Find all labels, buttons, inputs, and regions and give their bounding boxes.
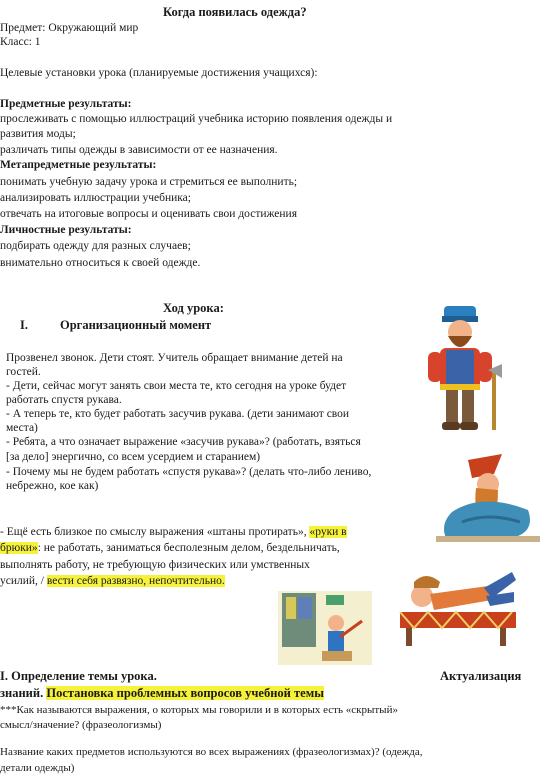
- question-line: ***Как называются выражения, о которых мы говорили и в которых есть «скрытый»: [0, 704, 398, 716]
- personal-results-line: внимательно относиться к своей одежде.: [0, 257, 201, 269]
- meta-results-line: анализировать иллюстрации учебника;: [0, 192, 191, 204]
- highlighted-text: Постановка проблемных вопросов учебной темы: [46, 686, 324, 700]
- lesson-heading: Ход урока:: [163, 301, 224, 315]
- subject-results-heading: Предметные результаты:: [0, 98, 132, 110]
- subject-line: Предмет: Окружающий мир: [0, 22, 139, 34]
- section2-title-right: Актуализация: [440, 669, 522, 683]
- meta-results-line: понимать учебную задачу урока и стремиться ее выполнить;: [0, 176, 298, 188]
- meta-results-line: отвечать на итоговые вопросы и оценивать свои достижения: [0, 208, 297, 220]
- subject-results-line: прослеживать с помощью иллюстраций учебника историю появления одежды и: [0, 113, 393, 125]
- question-line: детали одежды): [0, 762, 75, 774]
- question-line: Название каких предметов используются во всех выражениях (фразеологизмах)? (одежда,: [0, 746, 423, 758]
- similar-expression-line: [0, 574, 225, 588]
- child-cleaning-illustration: [278, 585, 372, 665]
- subject-results-line: различать типы одежды в зависимости от ее назначения.: [0, 144, 278, 156]
- goals-line: Целевые установки урока (планируемые достижения учащихся):: [0, 67, 318, 79]
- subject-results-line: развития моды;: [0, 128, 76, 140]
- section2-numeral: I.: [0, 669, 8, 683]
- peasant-in-belt-illustration: [418, 300, 510, 448]
- org-moment-line: - Дети, сейчас могут занять свои места те, кто сегодня на уроке будет: [6, 380, 347, 392]
- question-line: смысл/значение? (фразеологизмы): [0, 719, 162, 731]
- highlighted-text: вести себя развязно, непочтительно.: [46, 575, 225, 587]
- section1-title: Организационный момент: [60, 318, 212, 332]
- highlighted-text: «руки в: [309, 526, 347, 538]
- similar-text: : не работать, заниматься бесполезным делом, бездельничать,: [37, 542, 340, 554]
- org-moment-line: - А теперь те, кто будет работать засучив рукава. (дети занимают свои: [6, 408, 350, 420]
- section2-cont: знаний.: [0, 686, 47, 700]
- similar-text: - Ещё есть близкое по смыслу выражения «штаны протирать»,: [0, 526, 310, 538]
- org-moment-line: работать спустя рукава.: [6, 394, 122, 406]
- org-moment-line: [за дело] энергично, со всем усердием и старанием): [6, 451, 261, 463]
- section2-continuation: [0, 686, 324, 700]
- meta-results-heading: Метапредметные результаты:: [0, 159, 157, 171]
- similar-expression-line: [0, 541, 340, 555]
- org-moment-line: - Почему мы не будем работать «спустя рукава»? (делать что-либо лениво,: [6, 466, 372, 478]
- section2-heading: [0, 669, 157, 683]
- section2-title: Определение темы урока.: [11, 669, 157, 683]
- doc-title: Когда появилась одежда?: [163, 5, 307, 19]
- grade-line: Класс: 1: [0, 36, 41, 48]
- personal-results-heading: Личностные результаты:: [0, 224, 132, 236]
- org-moment-line: гостей.: [6, 366, 41, 378]
- old-man-lying-illustration: [432, 452, 542, 544]
- org-moment-line: места): [6, 422, 38, 434]
- highlighted-text: брюки»: [0, 542, 38, 554]
- section1-numeral: I.: [20, 318, 28, 332]
- man-lying-on-bench-illustration: [396, 566, 524, 650]
- similar-text: усилий, /: [0, 575, 47, 587]
- similar-expression-line: [0, 525, 347, 539]
- similar-expression-line: выполнять работу, не требующую физических или умственных: [0, 559, 310, 571]
- org-moment-line: - Ребята, а что означает выражение «засучив рукава»? (работать, взяться: [6, 436, 361, 448]
- org-moment-line: Прозвенел звонок. Дети стоят. Учитель обращает внимание детей на: [6, 352, 343, 364]
- personal-results-line: подбирать одежду для разных случаев;: [0, 240, 191, 252]
- org-moment-line: небрежно, кое как): [6, 480, 99, 492]
